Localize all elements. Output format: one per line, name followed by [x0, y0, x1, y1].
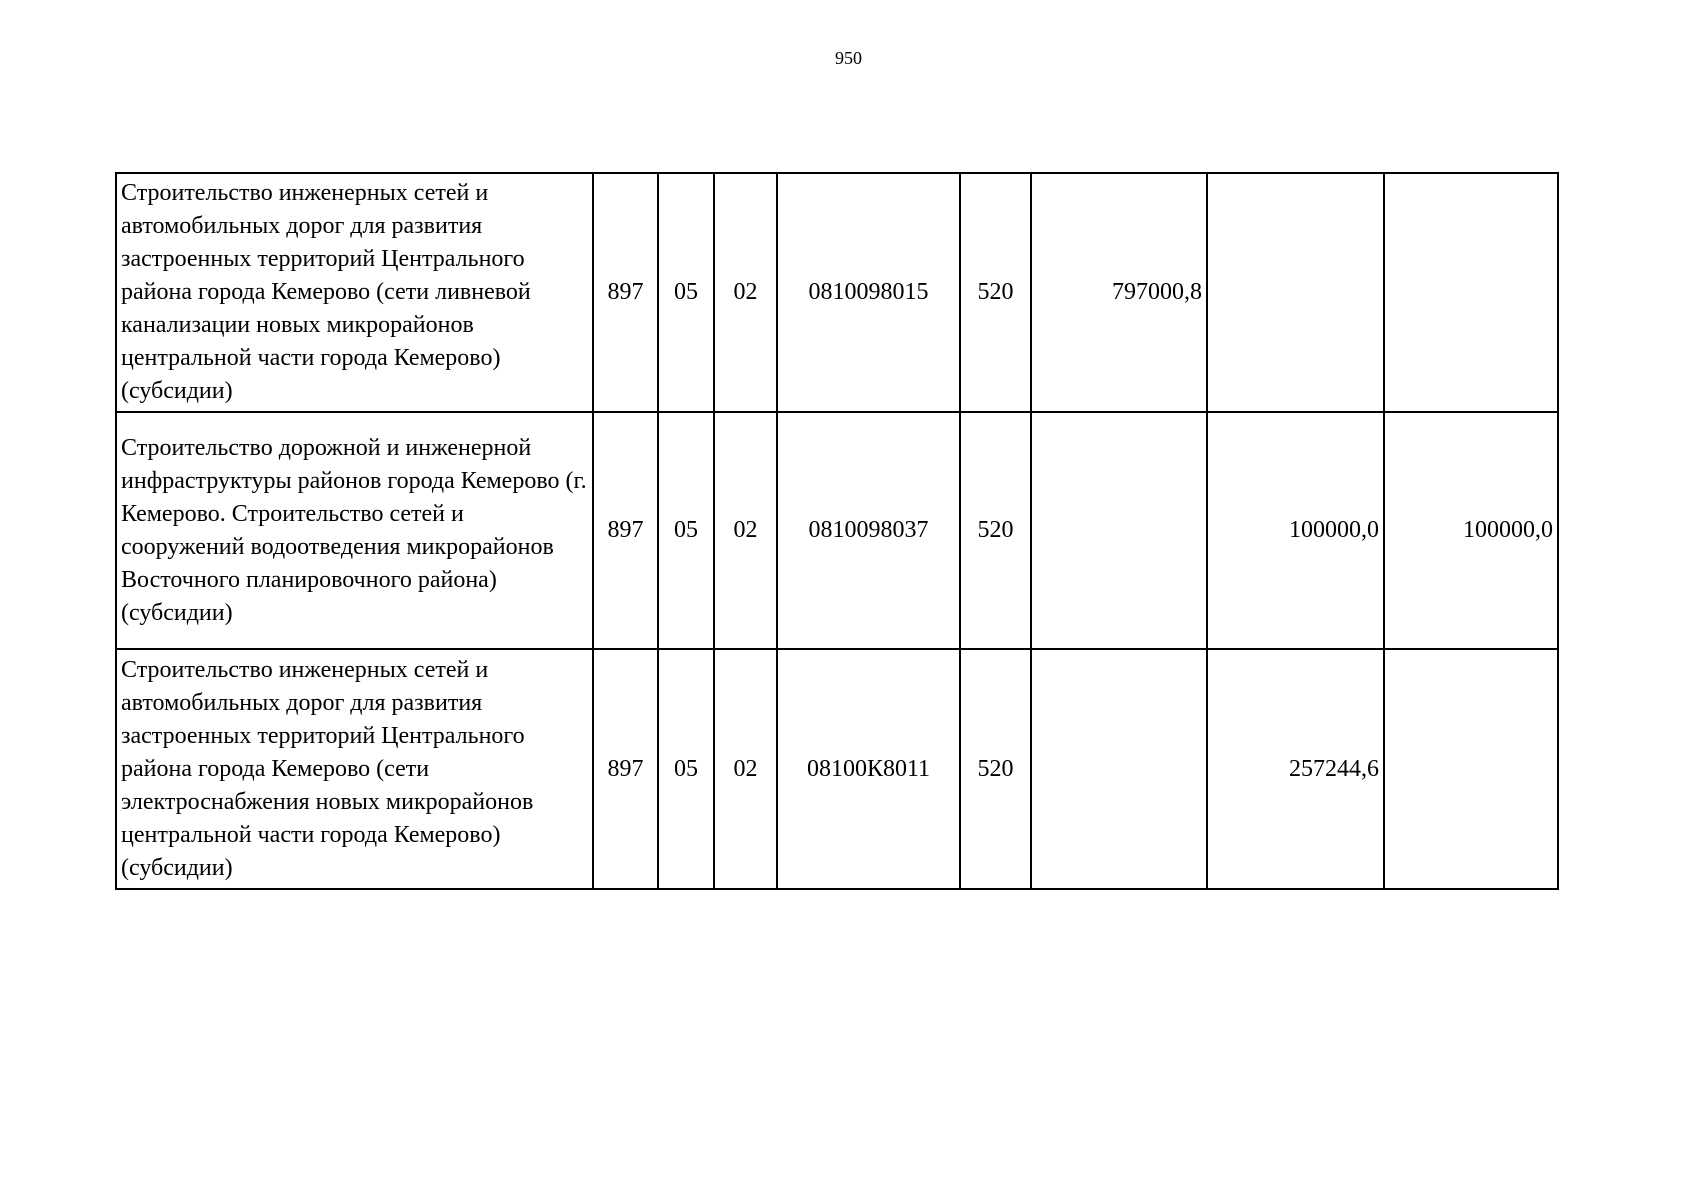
amount-year-3 [1384, 649, 1558, 889]
target-article-code: 08100К8011 [777, 649, 960, 889]
amount-year-2 [1207, 173, 1384, 412]
row-description: Строительство инженерных сетей и автомобильных дорог для развития застроенных территорий Центрального района города Кемерово (сети ливневой канализации новых микрорайонов центральной части города Кемерово) (субсидии) [116, 173, 593, 412]
table-row [116, 649, 1558, 889]
expense-type-code: 520 [960, 173, 1031, 412]
amount-year-1 [1031, 412, 1207, 649]
expense-type-code: 520 [960, 412, 1031, 649]
target-article-code: 0810098037 [777, 412, 960, 649]
expense-type-code: 520 [960, 649, 1031, 889]
amount-year-2: 257244,6 [1207, 649, 1384, 889]
budget-table [115, 172, 1559, 890]
amount-year-3 [1384, 173, 1558, 412]
section-code: 05 [658, 649, 714, 889]
row-description: Строительство инженерных сетей и автомобильных дорог для развития застроенных территорий Центрального района города Кемерово (сети электроснабжения новых микрорайонов центральной части города Кемерово) (субсидии) [116, 649, 593, 889]
ministry-code: 897 [593, 412, 658, 649]
amount-year-1: 797000,8 [1031, 173, 1207, 412]
target-article-code: 0810098015 [777, 173, 960, 412]
table-row [116, 412, 1558, 649]
table-row [116, 173, 1558, 412]
subsection-code: 02 [714, 649, 777, 889]
amount-year-1 [1031, 649, 1207, 889]
amount-year-2: 100000,0 [1207, 412, 1384, 649]
ministry-code: 897 [593, 173, 658, 412]
section-code: 05 [658, 412, 714, 649]
subsection-code: 02 [714, 173, 777, 412]
amount-year-3: 100000,0 [1384, 412, 1558, 649]
subsection-code: 02 [714, 412, 777, 649]
ministry-code: 897 [593, 649, 658, 889]
row-description: Строительство дорожной и инженерной инфраструктуры районов города Кемерово (г. Кемерово. Строительство сетей и сооружений водоотведения микрорайонов Восточного планировочного района) (субсидии) [116, 412, 593, 649]
page-number: 950 [835, 48, 862, 68]
section-code: 05 [658, 173, 714, 412]
